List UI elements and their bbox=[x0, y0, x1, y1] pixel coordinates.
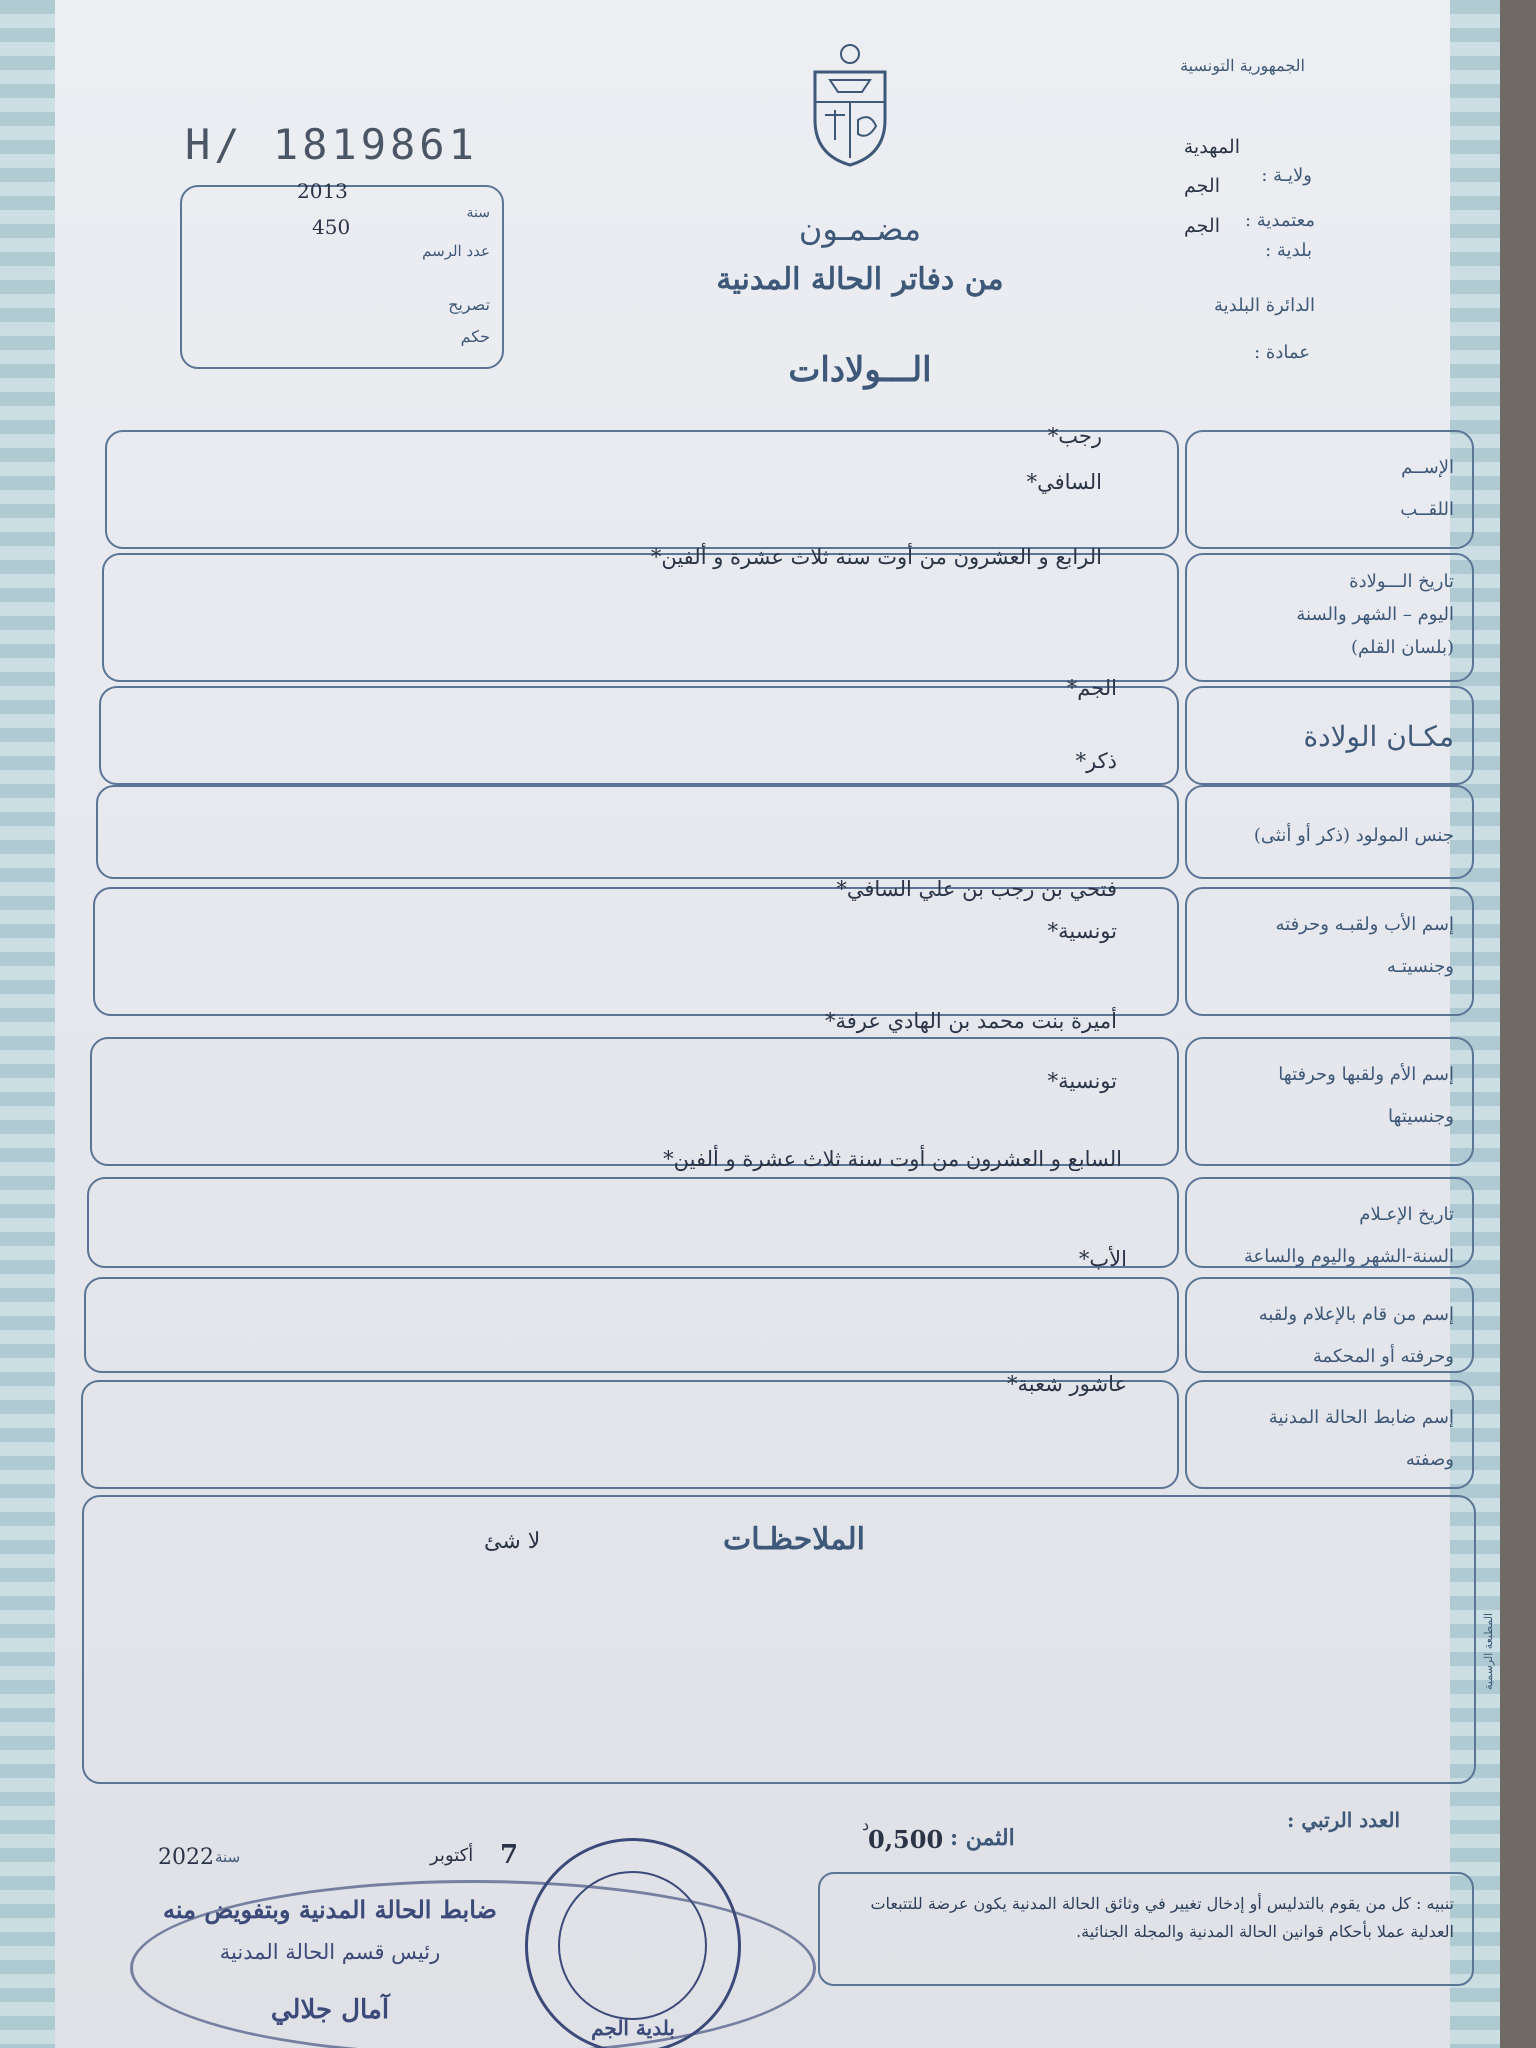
row-value-box bbox=[87, 1147, 1179, 1268]
row-value-text: السافي* bbox=[1026, 470, 1102, 494]
order-number-label: العدد الرتبي : bbox=[1287, 1808, 1400, 1832]
row-label-box bbox=[1185, 430, 1474, 549]
row-label-box bbox=[1185, 1380, 1474, 1489]
warning-text: تنبيه : كل من يقوم بالتدليس أو إدخال تغيير في وثائق الحالة المدنية يكون عرضة للتتبعات العدلية عملا بأحكام قوانين الحالة المدنية والمجلة الجنائية. bbox=[870, 1894, 1454, 1941]
row-value-text: أميرة بنت محمد بن الهادي عرفة* bbox=[824, 1009, 1117, 1033]
delegation-value: الجم bbox=[1184, 175, 1220, 197]
row-value-text: السابع و العشرون من أوت سنة ثلاث عشرة و ألفين* bbox=[663, 1147, 1122, 1171]
judgment-label: حكم bbox=[460, 327, 490, 346]
row-label-line: وحرفته أو المحكمة bbox=[1312, 1346, 1454, 1367]
row-label-line: إسم الأم ولقبها وحرفتها bbox=[1278, 1064, 1454, 1085]
round-seal bbox=[525, 1838, 741, 2048]
delegation-label: معتمدية : bbox=[1244, 210, 1315, 231]
registration-number-value: 450 bbox=[312, 215, 351, 239]
row-value-box bbox=[84, 1247, 1179, 1373]
row-label-box bbox=[1185, 887, 1474, 1016]
row-value-text: تونسية* bbox=[1047, 919, 1117, 943]
remarks-box bbox=[82, 1495, 1476, 1784]
row-value-box bbox=[105, 424, 1179, 549]
row-label-box bbox=[1185, 785, 1474, 879]
row-label-line: وصفته bbox=[1405, 1449, 1454, 1470]
omda-label: عمادة : bbox=[1254, 342, 1310, 363]
row-label-line: اليوم – الشهر والسنة bbox=[1296, 604, 1454, 625]
remarks-title: الملاحظـات bbox=[722, 1522, 866, 1557]
registration-number-label: عدد الرسم bbox=[422, 242, 490, 260]
row-label-line: إسم الأب ولقبـه وحرفته bbox=[1275, 914, 1454, 935]
row-label-box bbox=[1185, 1177, 1474, 1268]
date-year: 2022 bbox=[158, 1845, 214, 1870]
row-label-line: (بلسان القلم) bbox=[1350, 637, 1454, 658]
row-label-line: إسم ضابط الحالة المدنية bbox=[1268, 1407, 1454, 1428]
date-day: 7 bbox=[500, 1840, 519, 1870]
row-label-line: اللقــب bbox=[1400, 499, 1454, 520]
row-label-line: وجنسيتها bbox=[1388, 1106, 1454, 1127]
declaration-label: تصريح bbox=[448, 295, 490, 314]
row-label-box bbox=[1185, 1277, 1474, 1373]
municipal-district-label: الدائرة البلدية bbox=[1213, 295, 1315, 316]
row-label-box bbox=[1185, 1037, 1474, 1166]
printer-label: المطبعة الرسمية bbox=[1482, 1612, 1495, 1690]
registration-box bbox=[180, 179, 504, 369]
row-label-line: تاريخ الإعـلام bbox=[1359, 1204, 1454, 1225]
row-value-box bbox=[93, 877, 1179, 1016]
title-extract: مضـمـون bbox=[798, 210, 922, 248]
row-label-box bbox=[1185, 686, 1474, 785]
title-births: الـــولادات bbox=[788, 350, 932, 390]
row-label-line: تاريخ الـــولادة bbox=[1349, 571, 1454, 592]
row-label-box bbox=[1185, 553, 1474, 682]
seal-text: بلدية الجم bbox=[591, 2016, 675, 2040]
row-label-line: جنس المولود (ذكر أو أنثى) bbox=[1253, 825, 1454, 846]
decorative-border-left bbox=[0, 0, 55, 2048]
serial-number: H/ 1819861 bbox=[185, 120, 478, 169]
row-value-text: ذكر* bbox=[1075, 749, 1117, 773]
row-value-text: الرابع و العشرون من أوت سنة ثلاث عشرة و ألفين* bbox=[650, 545, 1102, 569]
municipality-label: بلدية : bbox=[1265, 240, 1312, 261]
row-value-box bbox=[81, 1372, 1179, 1489]
municipality-value: الجم bbox=[1184, 215, 1220, 237]
row-value-box bbox=[102, 545, 1179, 682]
year-label: سنة bbox=[466, 205, 490, 221]
price-label: الثمن : bbox=[950, 1825, 1015, 1851]
title-civil-registers: من دفاتر الحالة المدنية bbox=[716, 262, 1004, 297]
row-label-line: السنة-الشهر واليوم والساعة bbox=[1243, 1246, 1454, 1267]
row-value-box bbox=[99, 676, 1179, 785]
remarks-value: لا شئ bbox=[484, 1529, 541, 1554]
officer-title: ضابط الحالة المدنية وبتفويض منه bbox=[163, 1895, 497, 1924]
governorate-label: ولايـة : bbox=[1261, 165, 1312, 186]
row-value-text: عاشور شعبة* bbox=[1006, 1372, 1127, 1396]
governorate-value: المهدية bbox=[1183, 136, 1240, 158]
row-value-text: فتحي بن رجب بن علي السافي* bbox=[836, 877, 1117, 901]
price-unit: د bbox=[862, 1815, 870, 1834]
tunisia-coat-of-arms-icon bbox=[800, 40, 900, 170]
officer-subtitle: رئيس قسم الحالة المدنية bbox=[219, 1940, 441, 1964]
officer-name: آمال جلالي bbox=[270, 1995, 390, 2025]
row-value-text: الأب* bbox=[1078, 1247, 1127, 1271]
row-label-line: وجنسيتـه bbox=[1386, 956, 1454, 977]
warning-box bbox=[818, 1872, 1474, 1986]
row-label-line: إسم من قام بالإعلام ولقبه bbox=[1258, 1304, 1454, 1325]
year-value: 2013 bbox=[297, 179, 348, 203]
date-year-label: سنة bbox=[215, 1848, 241, 1866]
republic-label: الجمهورية التونسية bbox=[1180, 56, 1305, 75]
row-label-line: مكـان الولادة bbox=[1303, 720, 1454, 753]
row-value-text: تونسية* bbox=[1047, 1069, 1117, 1093]
price-value: 0,500 bbox=[868, 1825, 944, 1854]
row-value-text: رجب* bbox=[1047, 424, 1102, 448]
date-month: أكتوبر bbox=[430, 1845, 474, 1866]
row-value-box bbox=[96, 749, 1179, 879]
row-label-line: الإســم bbox=[1401, 457, 1454, 478]
row-value-text: الجم* bbox=[1066, 676, 1117, 700]
